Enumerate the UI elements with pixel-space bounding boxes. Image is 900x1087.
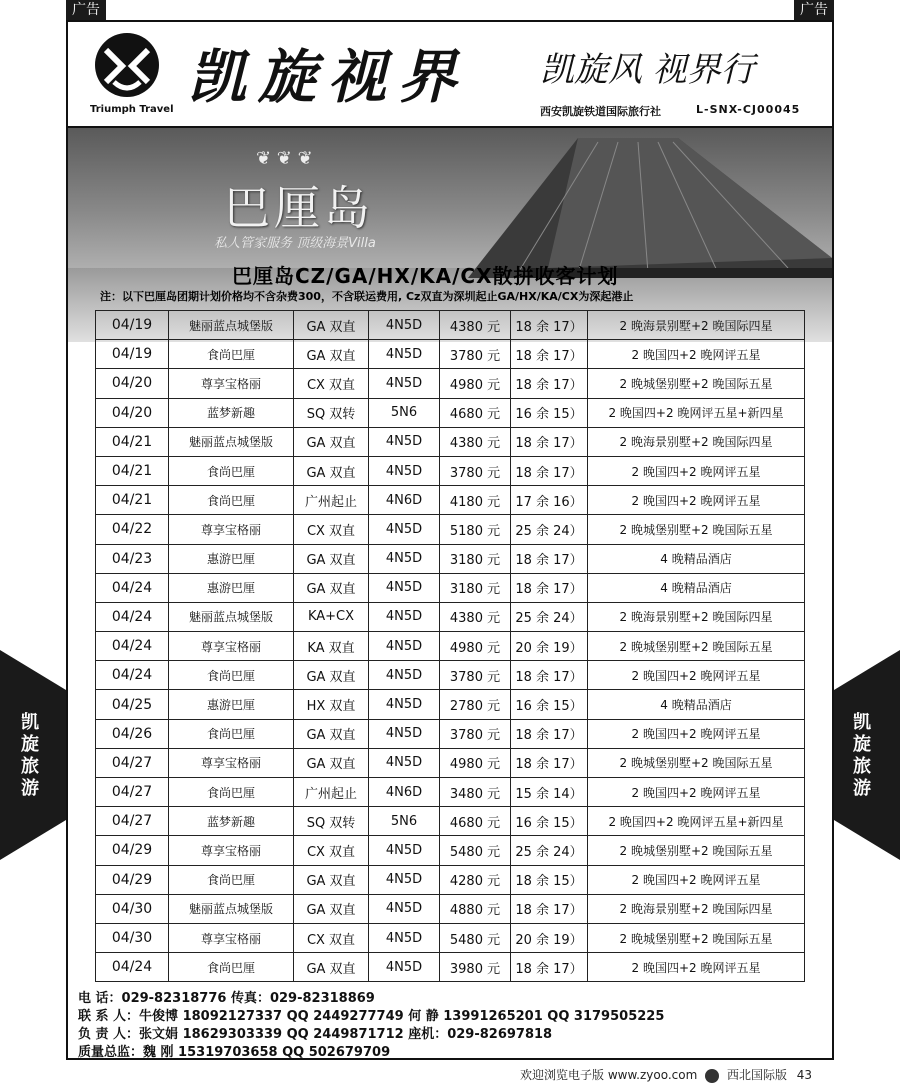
trip-seats: 18 余 15） <box>511 865 588 894</box>
trip-hotel: 2 晚国四+2 晚网评五星+新四星 <box>588 398 805 427</box>
trip-seats: 18 余 17） <box>511 427 588 456</box>
trip-airline: 广州起止 <box>294 486 369 515</box>
trip-product: 尊享宝格丽 <box>169 923 294 952</box>
trip-duration: 5N6 <box>369 398 440 427</box>
trip-product: 食尚巴厘 <box>169 661 294 690</box>
footer-text: 欢迎浏览电子版 www.zyoo.com <box>520 1068 698 1082</box>
trip-duration: 4N5D <box>369 953 440 982</box>
trip-hotel: 2 晚城堡别墅+2 晚国际五星 <box>588 515 805 544</box>
trip-product: 尊享宝格丽 <box>169 369 294 398</box>
trip-hotel: 2 晚海景别墅+2 晚国际四星 <box>588 894 805 923</box>
trip-price: 2780 元 <box>440 690 511 719</box>
trip-seats: 16 余 15） <box>511 807 588 836</box>
trip-date: 04/22 <box>96 515 169 544</box>
trip-schedule-table <box>95 310 805 982</box>
side-label-char: 旅 <box>853 756 871 777</box>
trip-hotel: 2 晚国四+2 晚网评五星 <box>588 719 805 748</box>
trip-price: 4280 元 <box>440 865 511 894</box>
trip-hotel: 2 晚国四+2 晚网评五星 <box>588 340 805 369</box>
trip-product: 尊享宝格丽 <box>169 836 294 865</box>
table-row <box>96 719 805 748</box>
footer-section: 西北国际版 <box>726 1068 787 1082</box>
trip-date: 04/24 <box>96 632 169 661</box>
trip-seats: 18 余 17） <box>511 456 588 485</box>
trip-seats: 20 余 19） <box>511 923 588 952</box>
trip-airline: GA 双直 <box>294 748 369 777</box>
ornament-icon: ❦ ❦ ❦ <box>256 148 313 169</box>
trip-hotel: 2 晚海景别墅+2 晚国际四星 <box>588 602 805 631</box>
trip-date: 04/20 <box>96 398 169 427</box>
trip-duration: 4N5D <box>369 865 440 894</box>
trip-seats: 18 余 17） <box>511 661 588 690</box>
trip-duration: 5N6 <box>369 807 440 836</box>
trip-product: 食尚巴厘 <box>169 486 294 515</box>
trip-airline: GA 双直 <box>294 661 369 690</box>
trip-price: 3480 元 <box>440 778 511 807</box>
trip-hotel: 2 晚城堡别墅+2 晚国际五星 <box>588 369 805 398</box>
trip-hotel: 2 晚国四+2 晚网评五星 <box>588 778 805 807</box>
contact-phone: 电 话：029-82318776 传真：029-82318869 <box>78 991 375 1006</box>
trip-duration: 4N5D <box>369 340 440 369</box>
trip-price: 4380 元 <box>440 602 511 631</box>
table-row <box>96 923 805 952</box>
table-row <box>96 369 805 398</box>
trip-date: 04/30 <box>96 923 169 952</box>
table-row <box>96 427 805 456</box>
side-label-char: 旋 <box>21 734 39 755</box>
trip-seats: 25 余 24） <box>511 602 588 631</box>
footer <box>520 1066 812 1083</box>
trip-price: 4680 元 <box>440 807 511 836</box>
trip-airline: GA 双直 <box>294 573 369 602</box>
side-label-char: 游 <box>21 778 39 799</box>
table-row <box>96 398 805 427</box>
trip-duration: 4N5D <box>369 602 440 631</box>
trip-seats: 25 余 24） <box>511 836 588 865</box>
trip-date: 04/25 <box>96 690 169 719</box>
table-row <box>96 544 805 573</box>
trip-duration: 4N5D <box>369 632 440 661</box>
table-row <box>96 311 805 340</box>
plan-note: 注：以下巴厘岛团期计划价格均不含杂费300，不含联运费用, Cz双直为深圳起止GA/HX/KA/CX为深起港止 <box>100 290 634 303</box>
trip-airline: GA 双直 <box>294 456 369 485</box>
side-label-char: 旅 <box>21 756 39 777</box>
table-row <box>96 661 805 690</box>
trip-product: 魅丽蓝点城堡版 <box>169 894 294 923</box>
trip-airline: GA 双直 <box>294 311 369 340</box>
side-label-char: 凯 <box>21 712 39 733</box>
logo-text: Triumph Travel <box>90 104 174 115</box>
trip-airline: CX 双直 <box>294 515 369 544</box>
trip-duration: 4N5D <box>369 690 440 719</box>
trip-seats: 25 余 24） <box>511 515 588 544</box>
trip-product: 惠游巴厘 <box>169 573 294 602</box>
trip-product: 惠游巴厘 <box>169 544 294 573</box>
trip-airline: GA 双直 <box>294 544 369 573</box>
trip-date: 04/21 <box>96 427 169 456</box>
trip-airline: GA 双直 <box>294 894 369 923</box>
trip-product: 食尚巴厘 <box>169 953 294 982</box>
trip-date: 04/30 <box>96 894 169 923</box>
trip-date: 04/23 <box>96 544 169 573</box>
trip-hotel: 2 晚国四+2 晚网评五星 <box>588 953 805 982</box>
license-number: L-SNX-CJ00045 <box>696 103 801 116</box>
trip-duration: 4N5D <box>369 894 440 923</box>
trip-price: 5180 元 <box>440 515 511 544</box>
destination-title: 巴厘岛 <box>224 181 374 235</box>
trip-price: 3780 元 <box>440 719 511 748</box>
trip-product: 惠游巴厘 <box>169 690 294 719</box>
trip-airline: SQ 双转 <box>294 807 369 836</box>
trip-duration: 4N5D <box>369 661 440 690</box>
trip-date: 04/27 <box>96 748 169 777</box>
trip-hotel: 2 晚城堡别墅+2 晚国际五星 <box>588 748 805 777</box>
side-label-left <box>14 712 46 800</box>
trip-airline: CX 双直 <box>294 836 369 865</box>
trip-price: 5480 元 <box>440 923 511 952</box>
trip-price: 4880 元 <box>440 894 511 923</box>
contact-quality: 质量总监：魏 刚 15319703658 QQ 502679709 <box>78 1045 391 1060</box>
trip-airline: CX 双直 <box>294 923 369 952</box>
trip-hotel: 2 晚国四+2 晚网评五星 <box>588 865 805 894</box>
trip-product: 食尚巴厘 <box>169 456 294 485</box>
trip-product: 尊享宝格丽 <box>169 515 294 544</box>
page-number: 43 <box>796 1068 813 1082</box>
trip-date: 04/21 <box>96 456 169 485</box>
table-row <box>96 778 805 807</box>
side-label-char: 凯 <box>853 712 871 733</box>
trip-product: 魅丽蓝点城堡版 <box>169 311 294 340</box>
trip-seats: 18 余 17） <box>511 544 588 573</box>
trip-duration: 4N5D <box>369 573 440 602</box>
trip-hotel: 2 晚海景别墅+2 晚国际四星 <box>588 427 805 456</box>
trip-price: 4680 元 <box>440 398 511 427</box>
trip-seats: 18 余 17） <box>511 953 588 982</box>
villa-roof-icon <box>428 128 832 278</box>
trip-product: 尊享宝格丽 <box>169 632 294 661</box>
trip-airline: CX 双直 <box>294 369 369 398</box>
slogan: 凯旋风 视界行 <box>540 50 755 90</box>
trip-duration: 4N5D <box>369 427 440 456</box>
table-row <box>96 894 805 923</box>
trip-seats: 16 余 15） <box>511 398 588 427</box>
side-label-right <box>846 712 878 800</box>
table-row <box>96 456 805 485</box>
ad-tag-right: 广告 <box>794 0 834 20</box>
trip-product: 食尚巴厘 <box>169 719 294 748</box>
trip-date: 04/19 <box>96 340 169 369</box>
trip-price: 4980 元 <box>440 632 511 661</box>
trip-date: 04/24 <box>96 602 169 631</box>
trip-hotel: 2 晚城堡别墅+2 晚国际五星 <box>588 632 805 661</box>
trip-date: 04/24 <box>96 573 169 602</box>
destination-subtitle: 私人管家服务 顶级海景Villa <box>214 236 376 251</box>
trip-duration: 4N5D <box>369 311 440 340</box>
trip-airline: KA+CX <box>294 602 369 631</box>
trip-duration: 4N5D <box>369 748 440 777</box>
trip-date: 04/27 <box>96 807 169 836</box>
trip-product: 蓝梦新趣 <box>169 398 294 427</box>
trip-price: 3780 元 <box>440 456 511 485</box>
trip-hotel: 2 晚国四+2 晚网评五星+新四星 <box>588 807 805 836</box>
trip-hotel: 2 晚城堡别墅+2 晚国际五星 <box>588 836 805 865</box>
trip-airline: HX 双直 <box>294 690 369 719</box>
table-row <box>96 573 805 602</box>
trip-date: 04/27 <box>96 778 169 807</box>
trip-duration: 4N5D <box>369 369 440 398</box>
trip-date: 04/21 <box>96 486 169 515</box>
table-row <box>96 515 805 544</box>
trip-product: 蓝梦新趣 <box>169 807 294 836</box>
trip-price: 3780 元 <box>440 661 511 690</box>
trip-seats: 15 余 14） <box>511 778 588 807</box>
trip-duration: 4N6D <box>369 778 440 807</box>
trip-date: 04/20 <box>96 369 169 398</box>
trip-price: 4380 元 <box>440 427 511 456</box>
trip-price: 3180 元 <box>440 573 511 602</box>
trip-seats: 17 余 16） <box>511 486 588 515</box>
trip-airline: GA 双直 <box>294 865 369 894</box>
trip-duration: 4N5D <box>369 923 440 952</box>
trip-seats: 18 余 17） <box>511 894 588 923</box>
trip-hotel: 4 晚精品酒店 <box>588 573 805 602</box>
trip-product: 魅丽蓝点城堡版 <box>169 427 294 456</box>
trip-seats: 20 余 19） <box>511 632 588 661</box>
trip-price: 3780 元 <box>440 340 511 369</box>
trip-airline: SQ 双转 <box>294 398 369 427</box>
table-row <box>96 865 805 894</box>
footer-logo-icon <box>705 1069 719 1083</box>
table-row <box>96 602 805 631</box>
trip-seats: 18 余 17） <box>511 719 588 748</box>
trip-duration: 4N5D <box>369 456 440 485</box>
trip-price: 4980 元 <box>440 369 511 398</box>
table-row <box>96 632 805 661</box>
contact-block <box>78 990 664 1062</box>
trip-hotel: 4 晚精品酒店 <box>588 690 805 719</box>
table-row <box>96 340 805 369</box>
side-label-char: 旋 <box>853 734 871 755</box>
table-row <box>96 807 805 836</box>
table-row <box>96 748 805 777</box>
trip-duration: 4N6D <box>369 486 440 515</box>
trip-price: 4180 元 <box>440 486 511 515</box>
contact-persons: 联 系 人：牛俊博 18092127337 QQ 2449277749 何 静 13991265201 QQ 3179505225 <box>78 1009 665 1024</box>
trip-date: 04/24 <box>96 661 169 690</box>
trip-hotel: 2 晚城堡别墅+2 晚国际五星 <box>588 923 805 952</box>
table-row <box>96 953 805 982</box>
trip-seats: 18 余 17） <box>511 340 588 369</box>
trip-price: 3980 元 <box>440 953 511 982</box>
trip-product: 食尚巴厘 <box>169 778 294 807</box>
trip-product: 魅丽蓝点城堡版 <box>169 602 294 631</box>
triumph-logo-icon <box>92 30 162 100</box>
trip-date: 04/29 <box>96 865 169 894</box>
ad-tag-left: 广告 <box>66 0 106 20</box>
brand-name: 凯旋视界 <box>188 43 469 111</box>
trip-duration: 4N5D <box>369 719 440 748</box>
trip-airline: GA 双直 <box>294 719 369 748</box>
side-label-char: 游 <box>853 778 871 799</box>
agency-name: 西安凯旋铁道国际旅行社 <box>540 105 661 118</box>
trip-hotel: 2 晚海景别墅+2 晚国际四星 <box>588 311 805 340</box>
trip-product: 食尚巴厘 <box>169 340 294 369</box>
trip-duration: 4N5D <box>369 544 440 573</box>
trip-seats: 18 余 17） <box>511 573 588 602</box>
trip-duration: 4N5D <box>369 836 440 865</box>
table-row <box>96 486 805 515</box>
trip-airline: GA 双直 <box>294 953 369 982</box>
trip-product: 食尚巴厘 <box>169 865 294 894</box>
trip-airline: 广州起止 <box>294 778 369 807</box>
table-row <box>96 690 805 719</box>
trip-duration: 4N5D <box>369 515 440 544</box>
plan-title: 巴厘岛CZ/GA/HX/KA/CX散拼收客计划 <box>232 264 619 288</box>
trip-airline: GA 双直 <box>294 427 369 456</box>
trip-product: 尊享宝格丽 <box>169 748 294 777</box>
trip-price: 3180 元 <box>440 544 511 573</box>
trip-seats: 18 余 17） <box>511 369 588 398</box>
trip-airline: GA 双直 <box>294 340 369 369</box>
trip-hotel: 4 晚精品酒店 <box>588 544 805 573</box>
trip-seats: 18 余 17） <box>511 311 588 340</box>
trip-date: 04/29 <box>96 836 169 865</box>
trip-date: 04/26 <box>96 719 169 748</box>
trip-seats: 18 余 17） <box>511 748 588 777</box>
trip-hotel: 2 晚国四+2 晚网评五星 <box>588 661 805 690</box>
trip-hotel: 2 晚国四+2 晚网评五星 <box>588 486 805 515</box>
trip-price: 4380 元 <box>440 311 511 340</box>
trip-hotel: 2 晚国四+2 晚网评五星 <box>588 456 805 485</box>
contact-manager: 负 责 人：张文娟 18629303339 QQ 2449871712 座机：029-82697818 <box>78 1027 553 1042</box>
trip-seats: 16 余 15） <box>511 690 588 719</box>
trip-price: 4980 元 <box>440 748 511 777</box>
table-row <box>96 836 805 865</box>
trip-date: 04/19 <box>96 311 169 340</box>
trip-date: 04/24 <box>96 953 169 982</box>
trip-price: 5480 元 <box>440 836 511 865</box>
trip-airline: KA 双直 <box>294 632 369 661</box>
